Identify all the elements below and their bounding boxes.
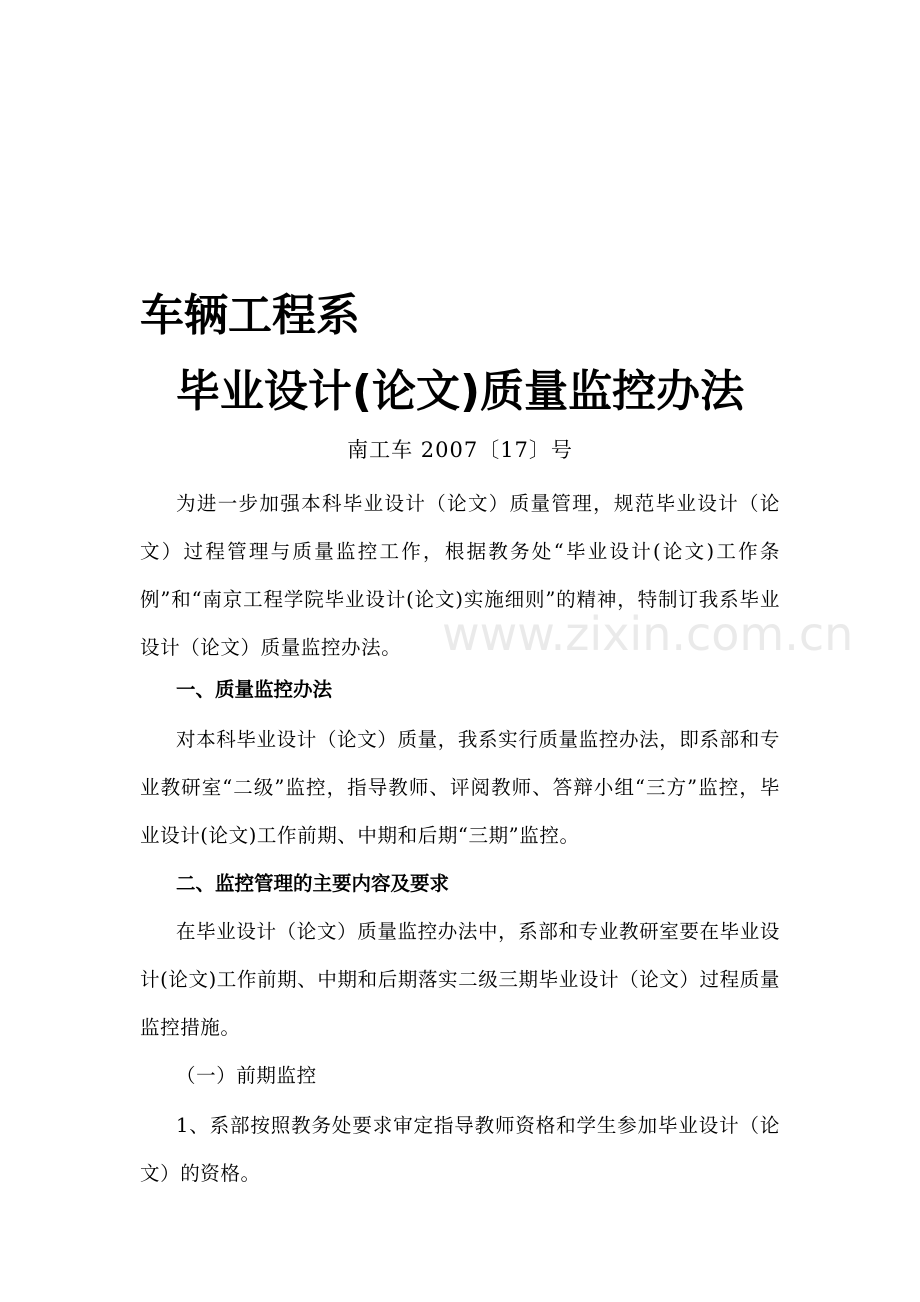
page-title: 毕业设计(论文)质量监控办法 (175, 366, 745, 417)
document-number: 南工车 2007〔17〕号 (347, 438, 573, 462)
section-1-paragraph: 对本科毕业设计（论文）质量，我系实行质量监控办法，即系部和专业教研室“二级”监控，指导教师、评阅教师、答辩小组“三方”监控，毕业设计(论文)工作前期、中期和后期“三期”监控。 (140, 728, 780, 847)
department-title: 车辆工程系 (140, 290, 360, 341)
intro-paragraph: 为进一步加强本科毕业设计（论文）质量管理，规范毕业设计（论文）过程管理与质量监控工作，根据教务处“毕业设计(论文)工作条例”和“南京工程学院毕业设计(论文)实施细则”的精神，特制订我系毕业设计（论文）质量监控办法。 (140, 492, 780, 659)
subsection-heading-1: （一）前期监控 (176, 1064, 317, 1087)
list-item-1: 1、系部按照教务处要求审定指导教师资格和学生参加毕业设计（论文）的资格。 (140, 1114, 780, 1185)
watermark-text: www.zixin.com.cn (442, 607, 854, 661)
section-2-paragraph: 在毕业设计（论文）质量监控办法中，系部和专业教研室要在毕业设计(论文)工作前期、中期和后期落实二级三期毕业设计（论文）过程质量监控措施。 (140, 920, 780, 1039)
section-heading-1: 一、质量监控办法 (176, 678, 333, 701)
section-heading-2: 二、监控管理的主要内容及要求 (176, 872, 450, 895)
